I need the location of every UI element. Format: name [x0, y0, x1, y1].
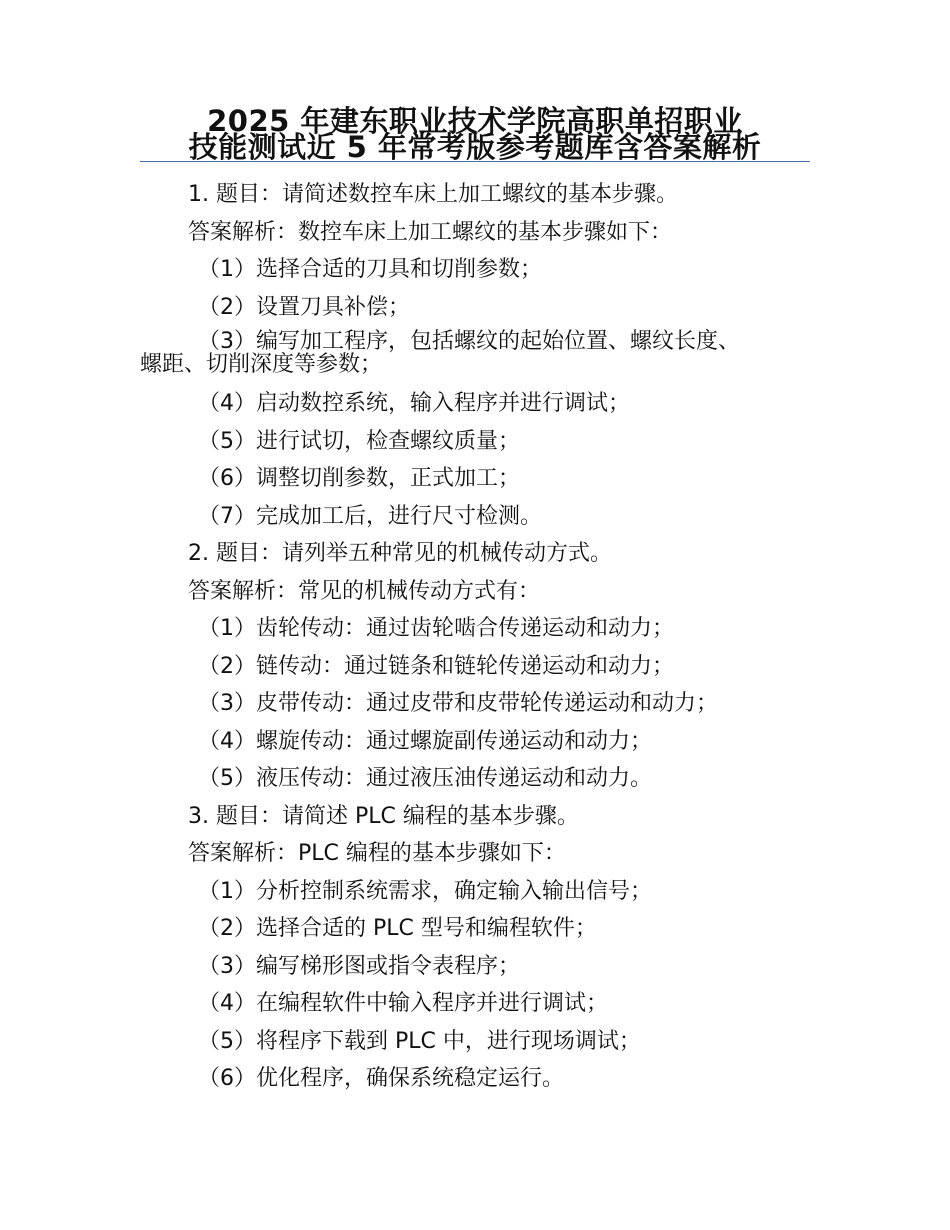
q1-step: （4）启动数控系统，输入程序并进行调试； [198, 391, 630, 416]
document-title-line-1: 2025 年建东职业技术学院高职单招职业 [207, 104, 743, 138]
q3-step: （3）编写梯形图或指令表程序； [198, 953, 520, 979]
q1-step: （3）编写加工程序，包括螺纹的起始位置、螺纹长度、 [198, 329, 740, 354]
q3-step: （4）在编程软件中输入程序并进行调试； [198, 991, 608, 1016]
q1-step: （5）进行试切，检查螺纹质量； [198, 428, 520, 454]
q1-step: （7）完成加工后，进行尺寸检测。 [198, 503, 542, 529]
q1-step: （2）设置刀具补偿； [198, 294, 410, 320]
q1-answer-intro: 答案解析：数控车床上加工螺纹的基本步骤如下： [188, 219, 673, 245]
q3-step: （2）选择合适的 PLC 型号和编程软件； [198, 916, 597, 941]
title-underline [140, 161, 810, 162]
q2-step: （2）链传动：通过链条和链轮传递运动和动力； [198, 653, 674, 679]
q2-step: （4）螺旋传动：通过螺旋副传递运动和动力； [198, 728, 652, 754]
q2-step: （5）液压传动：通过液压油传递运动和动力。 [198, 766, 652, 791]
q1-question: 1. 题目：请简述数控车床上加工螺纹的基本步骤。 [188, 182, 678, 207]
document-title-line-2: 技能测试近 5 年常考版参考题库含答案解析 [188, 130, 762, 164]
q3-question: 3. 题目：请简述 PLC 编程的基本步骤。 [188, 803, 579, 829]
q1-step: （6）调整切削参数，正式加工； [198, 466, 520, 491]
q2-step: （1）齿轮传动：通过齿轮啮合传递运动和动力； [198, 616, 674, 641]
document-body [0, 176, 950, 1098]
q2-question: 2. 题目：请列举五种常见的机械传动方式。 [188, 541, 612, 566]
q1-step-3-continuation: 螺距、切削深度等参数； [140, 352, 383, 377]
q3-answer-intro: 答案解析：PLC 编程的基本步骤如下： [188, 841, 566, 866]
q3-step: （1）分析控制系统需求，确定输入输出信号； [198, 878, 652, 904]
q2-step: （3）皮带传动：通过皮带和皮带轮传递运动和动力； [198, 691, 718, 716]
q3-step: （5）将程序下载到 PLC 中，进行现场调试； [198, 1028, 641, 1054]
q1-step: （1）选择合适的刀具和切削参数； [198, 257, 542, 282]
q2-answer-intro: 答案解析：常见的机械传动方式有： [188, 578, 541, 604]
q3-step: （6）优化程序，确保系统稳定运行。 [198, 1066, 564, 1091]
